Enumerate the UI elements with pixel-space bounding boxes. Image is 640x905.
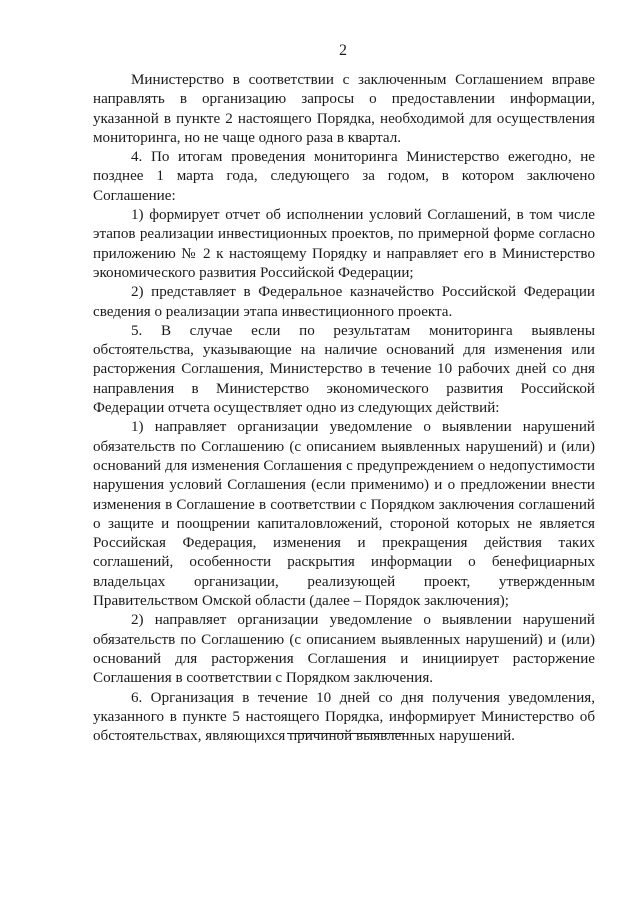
page-number: 2 (339, 42, 347, 59)
paragraph-item-4: 4. По итогам проведения мониторинга Министерство ежегодно, не позднее 1 марта года, следующего за годом, в котором заключено Соглашение: (93, 149, 595, 204)
closing-divider (287, 733, 405, 734)
paragraph-item-5-sub-2: 2) направляет организации уведомление о выявлении нарушений обязательств по Соглашению (с описанием выявленных нарушений) и (или) оснований для расторжения Соглашения и инициирует расторжение Соглашения в соответствии с Порядком заключения. (93, 612, 595, 687)
paragraph-item-5-sub-1: 1) направляет организации уведомление о выявлении нарушений обязательств по Соглашению (с описанием выявленных нарушений) и (или) оснований для изменения Соглашения с предупреждением о недопустимости нарушения условий Соглашения (если применимо) и о предложении внести изменения в Соглашение в соответствии с Порядком заключения соглашений о защите и поощрении капиталовложений, стороной которых не является Российская Федерация, изменения и прекращения действия таких соглашений, особенности раскрытия информации о бенефициарных владельцах организации, реализующей проект, утвержденным Правительством Омской области (далее – Порядок заключения); (93, 419, 595, 610)
paragraph-monitoring-requests: Министерство в соответствии с заключенным Соглашением вправе направлять в организацию запросы о предоставлении информации, указанной в пункте 2 настоящего Порядка, необходимой для осуществления мониторинга, но не чаще одного раза в квартал. (93, 72, 595, 146)
document-body (93, 71, 595, 746)
paragraph-item-5: 5. В случае если по результатам мониторинга выявлены обстоятельства, указывающие на наличие оснований для изменения или расторжения Соглашения, Министерство в течение 10 рабочих дней со дня направления в Министерство экономического развития Российской Федерации отчета осуществляет одно из следующих действий: (93, 322, 595, 417)
paragraph-item-4-sub-1: 1) формирует отчет об исполнении условий Соглашений, в том числе этапов реализации инвестиционных проектов, по примерной форме согласно приложению № 2 к настоящему Порядку и направляет его в Министерство экономического развития Российской Федерации; (93, 207, 595, 281)
paragraph-item-4-sub-2: 2) представляет в Федеральное казначейство Российской Федерации сведения о реализации этапа инвестиционного проекта. (93, 284, 595, 320)
paragraph-item-6: 6. Организация в течение 10 дней со дня получения уведомления, указанного в пункте 5 настоящего Порядка, информирует Министерство об обстоятельствах, являющихся причиной выявленных нарушений. (93, 689, 595, 745)
